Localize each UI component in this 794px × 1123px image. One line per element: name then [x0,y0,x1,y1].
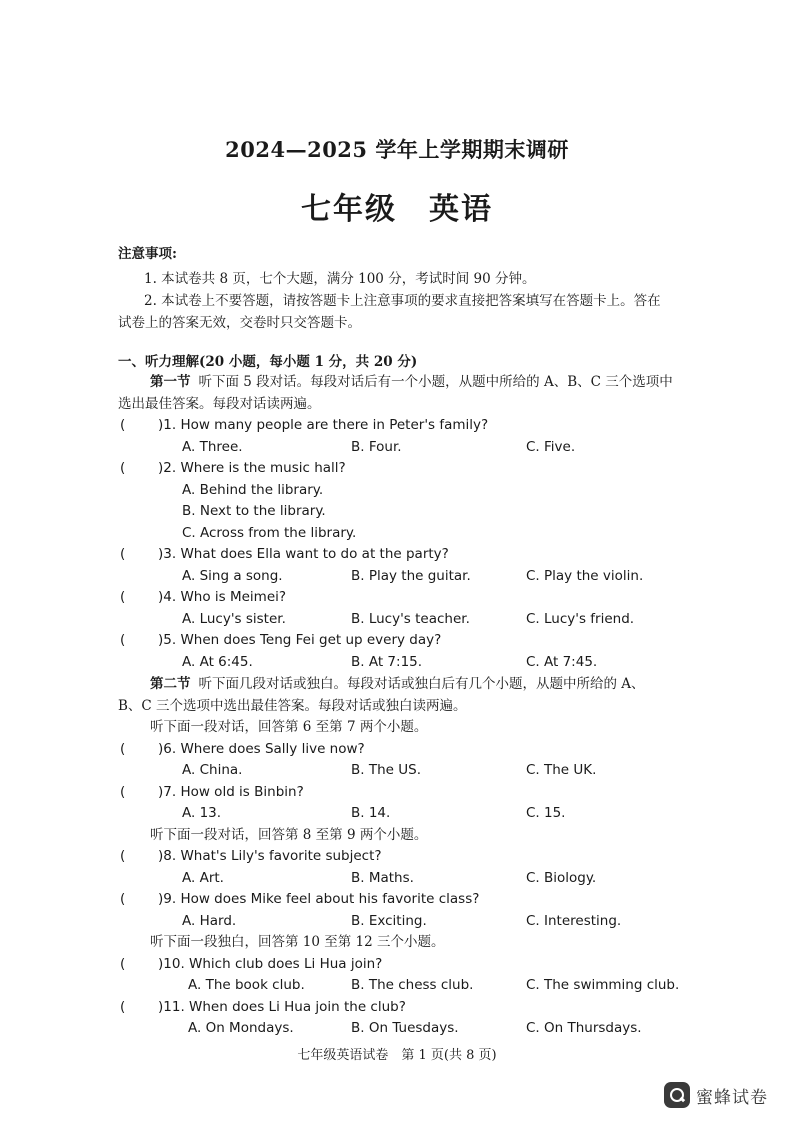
question-text: )7. How old is Binbin? [158,783,304,800]
section-1-text: 听下面 5 段对话。每段对话后有一个小题，从题中所给的 A、B、C 三个选项中 [198,374,673,390]
option-b: B. Maths. [351,869,414,886]
question-5-options [118,652,698,674]
page-footer: 七年级英语试卷 第 1 页(共 8 页) [297,1048,497,1063]
option-b: B. Next to the library. [182,503,326,519]
question-1 [118,415,698,437]
question-6 [118,739,698,761]
option-b: B. Lucy's teacher. [351,610,470,627]
option-c: C. On Thursdays. [526,1020,642,1036]
question-text: )10. Which club does Li Hua join? [158,955,383,972]
question-4 [118,587,698,609]
question-2-option-b [118,501,698,523]
part-heading: 一、听力理解(20 小题，每小题 1 分，共 20 分) [118,354,418,370]
question-9-options [118,911,698,933]
question-7-options [118,803,698,825]
question-1-options [118,437,698,459]
question-11-options [118,1018,698,1040]
question-text: )4. Who is Meimei? [158,589,287,605]
answer-blank: ( [120,955,126,972]
option-a: A. Art. [182,869,224,886]
question-4-options [118,609,698,631]
option-a: A. Sing a song. [182,567,283,584]
notice-item-2-cont: 试卷上的答案无效，交卷时只交答题卡。 [118,315,361,331]
option-a: A. On Mondays. [188,1020,294,1036]
option-c: C. Lucy's friend. [526,610,635,627]
option-a: A. Behind the library. [182,481,324,498]
option-b: B. At 7:15. [351,653,423,670]
notice-heading: 注意事项: [118,246,177,262]
option-c: C. The UK. [526,762,597,778]
exam-subject: 七年级 英语 [301,192,493,227]
answer-blank: ( [120,998,126,1015]
question-3-options [118,566,698,588]
answer-blank: ( [120,589,126,605]
question-text: )2. Where is the music hall? [158,460,346,476]
question-2-option-a [118,480,698,502]
watermark-logo [664,1082,768,1108]
option-b: B. Four. [351,438,402,455]
option-c: C. 15. [526,805,566,821]
question-11 [118,997,698,1019]
section-2-instruction-cont: B、C 三个选项中选出最佳答案。每段对话或独白读两遍。 [118,698,467,714]
option-a: A. Three. [182,438,243,455]
question-text: )8. What's Lily's favorite subject? [158,848,382,864]
option-c: C. At 7:45. [526,653,598,670]
question-2 [118,458,698,480]
answer-blank: ( [120,546,126,562]
question-3 [118,544,698,566]
question-8 [118,846,698,868]
exam-title: 2024—2025 学年上学期期末调研 [225,137,569,162]
section-1-label: 第一节 [150,374,191,390]
logo-text: 蜜蜂试卷 [696,1087,768,1108]
question-6-options [118,760,698,782]
question-text: )1. How many people are there in Peter's family? [158,417,489,433]
question-7 [118,782,698,804]
question-text: )3. What does Ella want to do at the party? [158,546,449,562]
notice-section [118,242,698,334]
notice-item-1: 1. 本试卷共 8 页，七个大题，满分 100 分，考试时间 90 分钟。 [144,271,536,287]
option-a: A. China. [182,762,243,778]
section-1-instruction [118,371,698,393]
option-a: A. The book club. [188,977,305,993]
option-b: B. 14. [351,805,391,821]
option-c: C. Five. [526,438,576,455]
option-b: B. The US. [351,762,421,778]
option-c: C. Biology. [526,869,597,886]
option-c: C. Across from the library. [182,524,357,541]
question-9 [118,889,698,911]
option-b: B. Play the guitar. [351,567,471,584]
sub-instruction-2: 听下面一段对话，回答第 8 至第 9 两个小题。 [150,826,428,843]
option-b: B. Exciting. [351,912,427,929]
question-text: )6. Where does Sally live now? [158,740,365,757]
notice-item-2: 2. 本试卷上不要答题，请按答题卡上注意事项的要求直接把答案填写在答题卡上。答在 [144,293,661,309]
sub-instruction-1: 听下面一段对话，回答第 6 至第 7 两个小题。 [150,719,428,735]
question-5 [118,630,698,652]
answer-blank: ( [120,848,126,864]
sub-instruction-3: 听下面一段独白，回答第 10 至第 12 三个小题。 [150,934,445,950]
option-c: C. Interesting. [526,912,622,929]
section-2-label: 第二节 [150,676,191,692]
search-icon [664,1082,690,1108]
section-2-instruction [118,673,698,695]
question-8-options [118,868,698,890]
answer-blank: ( [120,740,126,757]
option-a: A. 13. [182,805,222,821]
answer-blank: ( [120,632,126,648]
section-1 [118,371,698,1040]
option-c: C. The swimming club. [526,977,680,993]
option-b: B. The chess club. [351,977,474,993]
option-b: B. On Tuesdays. [351,1020,459,1036]
option-a: A. At 6:45. [182,653,253,670]
section-1-instruction-cont: 选出最佳答案。每段对话读两遍。 [118,396,321,412]
option-a: A. Lucy's sister. [182,610,286,627]
question-text: )5. When does Teng Fei get up every day? [158,632,442,648]
question-10 [118,954,698,976]
answer-blank: ( [120,783,126,800]
option-a: A. Hard. [182,912,237,929]
question-2-option-c [118,523,698,545]
answer-blank: ( [120,460,126,476]
question-10-options [118,975,698,997]
section-2-text: 听下面几段对话或独白。每段对话或独白后有几个小题，从题中所给的 A、 [198,676,645,692]
question-text: )9. How does Mike feel about his favorite class? [158,891,480,907]
question-text: )11. When does Li Hua join the club? [158,998,406,1015]
answer-blank: ( [120,891,126,907]
answer-blank: ( [120,417,126,433]
option-c: C. Play the violin. [526,567,644,584]
